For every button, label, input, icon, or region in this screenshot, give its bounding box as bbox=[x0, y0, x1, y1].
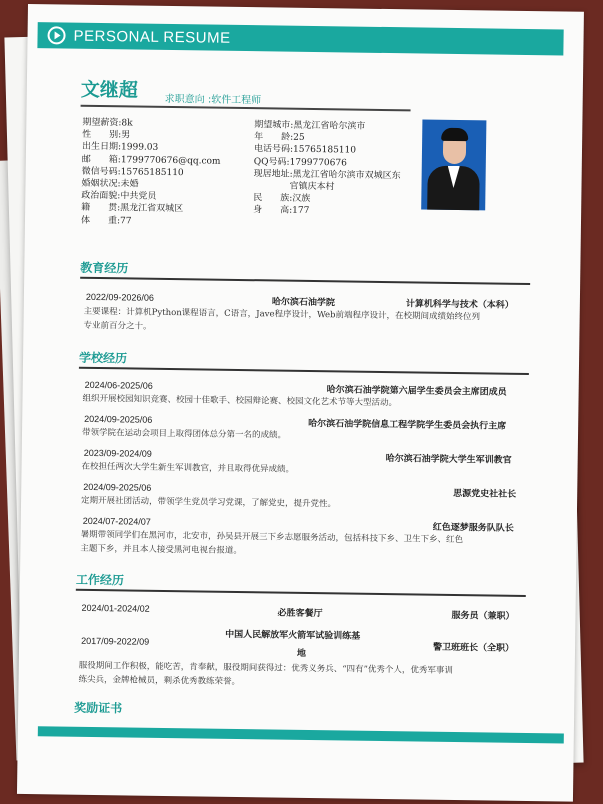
info-salary: 期望薪资:8k bbox=[82, 117, 133, 129]
education-desc bbox=[83, 305, 480, 339]
info-political: 政治面貌:中共党员 bbox=[81, 190, 157, 203]
school-item-desc: 带领学院在运动会项目上取得团体总分第一名的成绩。 bbox=[81, 427, 287, 441]
header-bar bbox=[37, 22, 563, 55]
education-desc-line2: 专业前百分之十。 bbox=[83, 320, 152, 332]
school-title: 学校经历 bbox=[78, 350, 128, 366]
info-email: 邮 箱:1799770676@qq.com bbox=[81, 154, 221, 167]
resume-page bbox=[17, 4, 584, 802]
school-item-desc-line2: 主题下乡，并且本人接受黑河电视台报道。 bbox=[80, 543, 242, 557]
profile-photo bbox=[421, 120, 486, 211]
awards-title: 奖励证书 bbox=[74, 700, 123, 716]
info-gender: 性 别:男 bbox=[82, 129, 131, 141]
work-desc bbox=[78, 659, 453, 692]
info-marital: 婚姻状况:未婚 bbox=[81, 178, 139, 190]
education-school: 哈尔滨石油学院 bbox=[271, 297, 335, 309]
info-qq: QQ号码:1799770676 bbox=[253, 156, 347, 169]
info-phone: 电话号码:15765185110 bbox=[253, 144, 357, 156]
school-item-org: 哈尔滨石油学院大学生军训教官 bbox=[385, 454, 512, 466]
job-intent: 求职意向 :软件工程师 bbox=[164, 93, 262, 107]
education-divider bbox=[80, 277, 530, 285]
school-item-desc: 定期开展社团活动，带领学生党员学习党课，了解党史，提升党性。 bbox=[80, 495, 337, 510]
work-desc-line2: 练尖兵，金牌枪械员，剩杀优秀教练荣誉。 bbox=[78, 674, 241, 688]
school-item-date: 2024/09-2025/06 bbox=[83, 481, 152, 493]
work-divider bbox=[76, 589, 526, 597]
work-item-org: 中国人民解放军火箭军试验训练基 bbox=[225, 629, 361, 642]
candidate-name: 文继超 bbox=[80, 78, 138, 102]
school-item-date: 2023/09-2024/09 bbox=[83, 447, 152, 459]
school-item-org: 哈尔滨石油学院第六届学生委员会主席团成员 bbox=[326, 385, 507, 398]
school-item-desc bbox=[80, 528, 463, 561]
info-right-column bbox=[253, 119, 401, 219]
education-title: 教育经历 bbox=[80, 260, 129, 276]
school-item-desc-line1: 暑期带领同学们在黑河市，北安市，孙吴县开展三下乡志愿服务活动，包括科技下乡、卫生下乡、红色 bbox=[80, 529, 464, 546]
school-item-org: 思源党史社社长 bbox=[453, 488, 517, 500]
work-item-org-cont: 地 bbox=[296, 648, 307, 659]
info-address: 现居地址:黑龙江省哈尔滨市双城区东 bbox=[253, 168, 401, 182]
school-item-desc: 组织开展校园知识竞赛、校园十佳歌手、校园辩论赛、校园文化艺术节等大型活动。 bbox=[82, 393, 398, 409]
play-icon bbox=[47, 26, 65, 44]
education-major: 计算机科学与技术（本科） bbox=[405, 299, 514, 311]
school-item-desc: 在校担任两次大学生新生军训教官，并且取得优异成绩。 bbox=[81, 461, 295, 475]
school-item-date: 2024/09-2025/06 bbox=[84, 413, 153, 425]
school-item-date: 2024/06-2025/06 bbox=[84, 379, 153, 391]
school-item-org: 哈尔滨石油学院信息工程学院学生委员会执行主席 bbox=[308, 418, 507, 432]
info-age: 年 龄:25 bbox=[254, 132, 305, 144]
work-desc-line1: 服役期间工作积极，能吃苦，肯奉献，服役期间获得过：优秀义务兵、“四有”优秀个人，优秀军事训 bbox=[78, 660, 454, 676]
info-wechat: 微信号码:15765185110 bbox=[81, 166, 184, 179]
work-item-org: 必胜客餐厅 bbox=[277, 608, 323, 620]
work-item-role: 服务员（兼职） bbox=[451, 610, 515, 622]
work-item-role: 警卫班班长（全职） bbox=[432, 642, 515, 654]
info-weight: 体 重:77 bbox=[80, 215, 132, 227]
work-title: 工作经历 bbox=[75, 572, 125, 588]
school-divider bbox=[79, 367, 529, 375]
info-left-column bbox=[81, 117, 221, 229]
footer-bar bbox=[38, 726, 564, 743]
work-item-date: 2024/01-2024/02 bbox=[81, 602, 150, 614]
info-ethnicity: 民 族:汉族 bbox=[253, 193, 311, 205]
info-height: 身 高:177 bbox=[253, 205, 310, 217]
work-item-date: 2017/09-2022/09 bbox=[81, 635, 150, 647]
education-date: 2022/09-2026/06 bbox=[85, 291, 155, 303]
education-desc-line1: 主要课程：计算机Python课程语言，C语言，Jave程序设计，Web前端程序设计，在校期间成绩始终位列 bbox=[83, 306, 481, 323]
school-item-date: 2024/07-2024/07 bbox=[82, 515, 151, 527]
header-title: PERSONAL RESUME bbox=[73, 27, 231, 47]
info-city: 期望城市:黑龙江省哈尔滨市 bbox=[254, 120, 366, 132]
info-birthdate: 出生日期:1999.03 bbox=[81, 142, 159, 154]
school-item-org: 红色逐梦服务队队长 bbox=[432, 522, 514, 534]
info-hometown: 籍 贯:黑龙江省双城区 bbox=[81, 203, 184, 215]
info-address-cont: 官镇庆本村 bbox=[253, 181, 335, 193]
